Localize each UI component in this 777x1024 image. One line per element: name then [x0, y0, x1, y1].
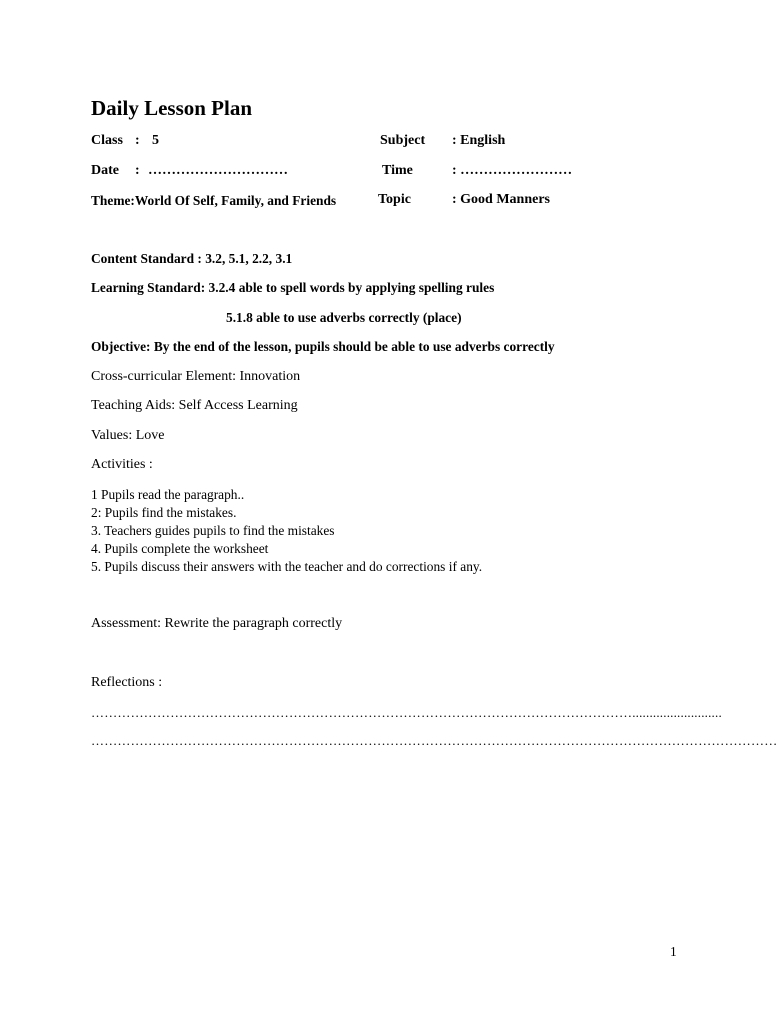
list-item: 4. Pupils complete the worksheet: [91, 541, 269, 556]
assessment: Assessment: Rewrite the paragraph correctly: [91, 616, 343, 631]
topic-label: Topic: [378, 192, 411, 207]
values: Values: Love: [91, 428, 165, 443]
theme-text: Theme:World Of Self, Family, and Friends: [91, 193, 337, 208]
class-value: 5: [152, 133, 159, 148]
content-standard: Content Standard : 3.2, 5.1, 2.2, 3.1: [91, 251, 293, 266]
time-label: Time: [382, 163, 413, 178]
date-label: Date: [91, 163, 119, 178]
date-separator: :: [135, 163, 140, 178]
learning-standard: Learning Standard: 3.2.4 able to spell words by applying spelling rules: [91, 280, 495, 295]
reflection-line-2: …………………………………………………………………………………………………………………………………………: [91, 733, 777, 748]
page-number: 1: [670, 944, 677, 959]
page-title: Daily Lesson Plan: [91, 96, 253, 120]
class-label: Class: [91, 133, 123, 148]
list-item: 2: Pupils find the mistakes.: [91, 505, 237, 520]
class-separator: :: [135, 133, 140, 148]
activities-list: [91, 486, 482, 576]
cross-curricular-element: Cross-curricular Element: Innovation: [91, 369, 301, 384]
list-item: 3. Teachers guides pupils to find the mistakes: [91, 523, 335, 538]
time-value: : ……………………: [452, 163, 573, 178]
date-value: …………………………: [148, 163, 288, 178]
reflections-label: Reflections :: [91, 675, 163, 690]
list-item: 5. Pupils discuss their answers with the teacher and do corrections if any.: [91, 559, 483, 574]
learning-standard-2: 5.1.8 able to use adverbs correctly (place): [226, 310, 462, 325]
topic-value: : Good Manners: [452, 192, 550, 207]
list-item: 1 Pupils read the paragraph..: [91, 487, 245, 502]
reflection-line-1: ……………………………………………………………………………………………………………..........................: [91, 705, 722, 720]
objective: Objective: By the end of the lesson, pupils should be able to use adverbs correctly: [91, 339, 555, 354]
subject-value: : English: [452, 133, 506, 148]
activities-label: Activities :: [91, 457, 153, 472]
teaching-aids: Teaching Aids: Self Access Learning: [91, 398, 298, 413]
subject-label: Subject: [380, 133, 426, 148]
